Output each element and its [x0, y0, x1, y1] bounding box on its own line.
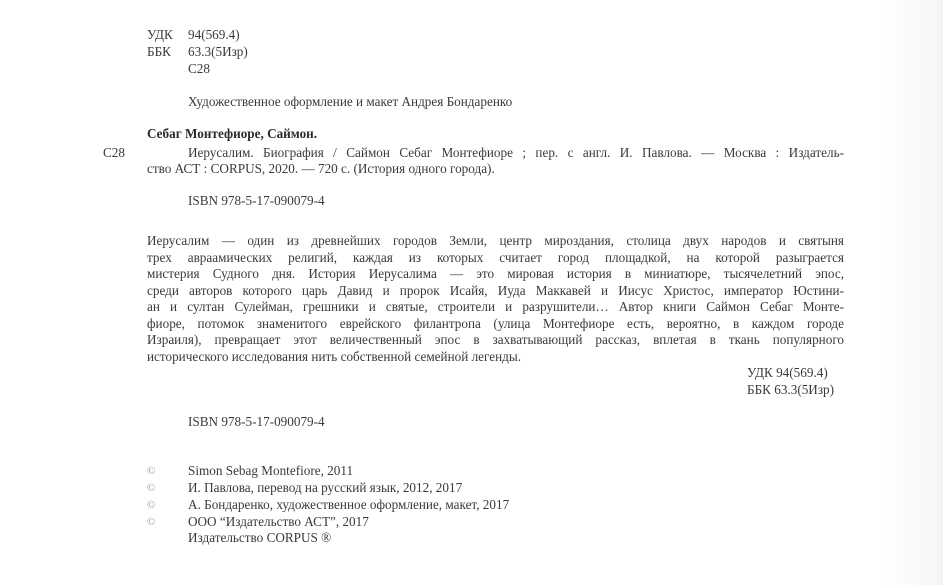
- design-credit: Художественное оформление и макет Андрея Бондаренко: [188, 94, 513, 109]
- annotation-line: исторического исследования нить собственной семейной легенды.: [147, 348, 522, 364]
- isbn-bottom: ISBN 978-5-17-090079-4: [188, 414, 325, 429]
- copyright-text: Simon Sebag Montefiore, 2011: [188, 463, 354, 478]
- margin-mark: С28: [103, 145, 125, 160]
- udk-row: [0, 27, 400, 44]
- copyright-row: [0, 463, 600, 480]
- catalog-line-2: ство АСТ : CORPUS, 2020. — 720 с. (История одного города).: [147, 161, 495, 176]
- udk-value: 94(569.4): [188, 27, 240, 42]
- copyright-row: [0, 514, 600, 531]
- annotation-line: Иерусалим — один из древнейших городов Земли, центр мироздания, столица двух народов и святыня: [147, 233, 844, 248]
- bbk-row: [0, 44, 400, 61]
- annotation-line: Израиля), превращает этот величественный эпос в захватывающий рассказ, вплетая в ткань популярного: [147, 332, 844, 347]
- annotation-paragraph: [147, 233, 844, 365]
- copyright-text: А. Бондаренко, художественное оформление, макет, 2017: [188, 497, 510, 512]
- copyright-row: [0, 480, 600, 497]
- annotation-line: мистерия Судного дня. История Иерусалима — это мировая история в миниатюре, тысячелетний эпос,: [147, 266, 844, 281]
- isbn-top: ISBN 978-5-17-090079-4: [188, 193, 325, 208]
- bbk-value: 63.3(5Изр): [188, 44, 248, 59]
- bbk-label: ББК: [147, 44, 171, 59]
- author-heading: Себаг Монтефиоре, Саймон.: [147, 126, 318, 141]
- author-mark: С28: [188, 61, 210, 76]
- copyright-text: И. Павлова, перевод на русский язык, 2012, 2017: [188, 480, 463, 495]
- annotation-bbk: ББК 63.3(5Изр): [747, 382, 835, 397]
- copyright-icon: ©: [147, 482, 156, 494]
- publisher-line: Издательство CORPUS ®: [188, 530, 332, 545]
- annotation-udk: УДК 94(569.4): [747, 365, 828, 380]
- udk-label: УДК: [147, 27, 173, 42]
- copyright-icon: ©: [147, 499, 156, 511]
- annotation-line: трех авраамических религий, каждая из которых считает город площадкой, на которой разыграется: [147, 249, 844, 265]
- annotation-line: ан и султан Сулейман, грешники и святые, строители и разрушители… Автор книги Саймон Себаг Монте-: [147, 299, 844, 314]
- copyright-text: ООО “Издательство АСТ”, 2017: [188, 514, 369, 529]
- catalog-line-1: Иерусалим. Биография / Саймон Себаг Монтефиоре ; пер. с англ. И. Павлова. — Москва : Издатель-: [188, 145, 844, 160]
- copyright-icon: ©: [147, 516, 156, 528]
- annotation-line: среди авторов которого царь Давид и пророк Исайя, Иуда Маккавей и Иисус Христос, император Юстини-: [147, 282, 844, 298]
- copyright-icon: ©: [147, 465, 156, 477]
- copyright-row: [0, 497, 600, 514]
- annotation-line: фиоре, потомок знаменитого еврейского филантропа (улица Монтефиоре есть, вероятно, в каждом городе: [147, 315, 844, 331]
